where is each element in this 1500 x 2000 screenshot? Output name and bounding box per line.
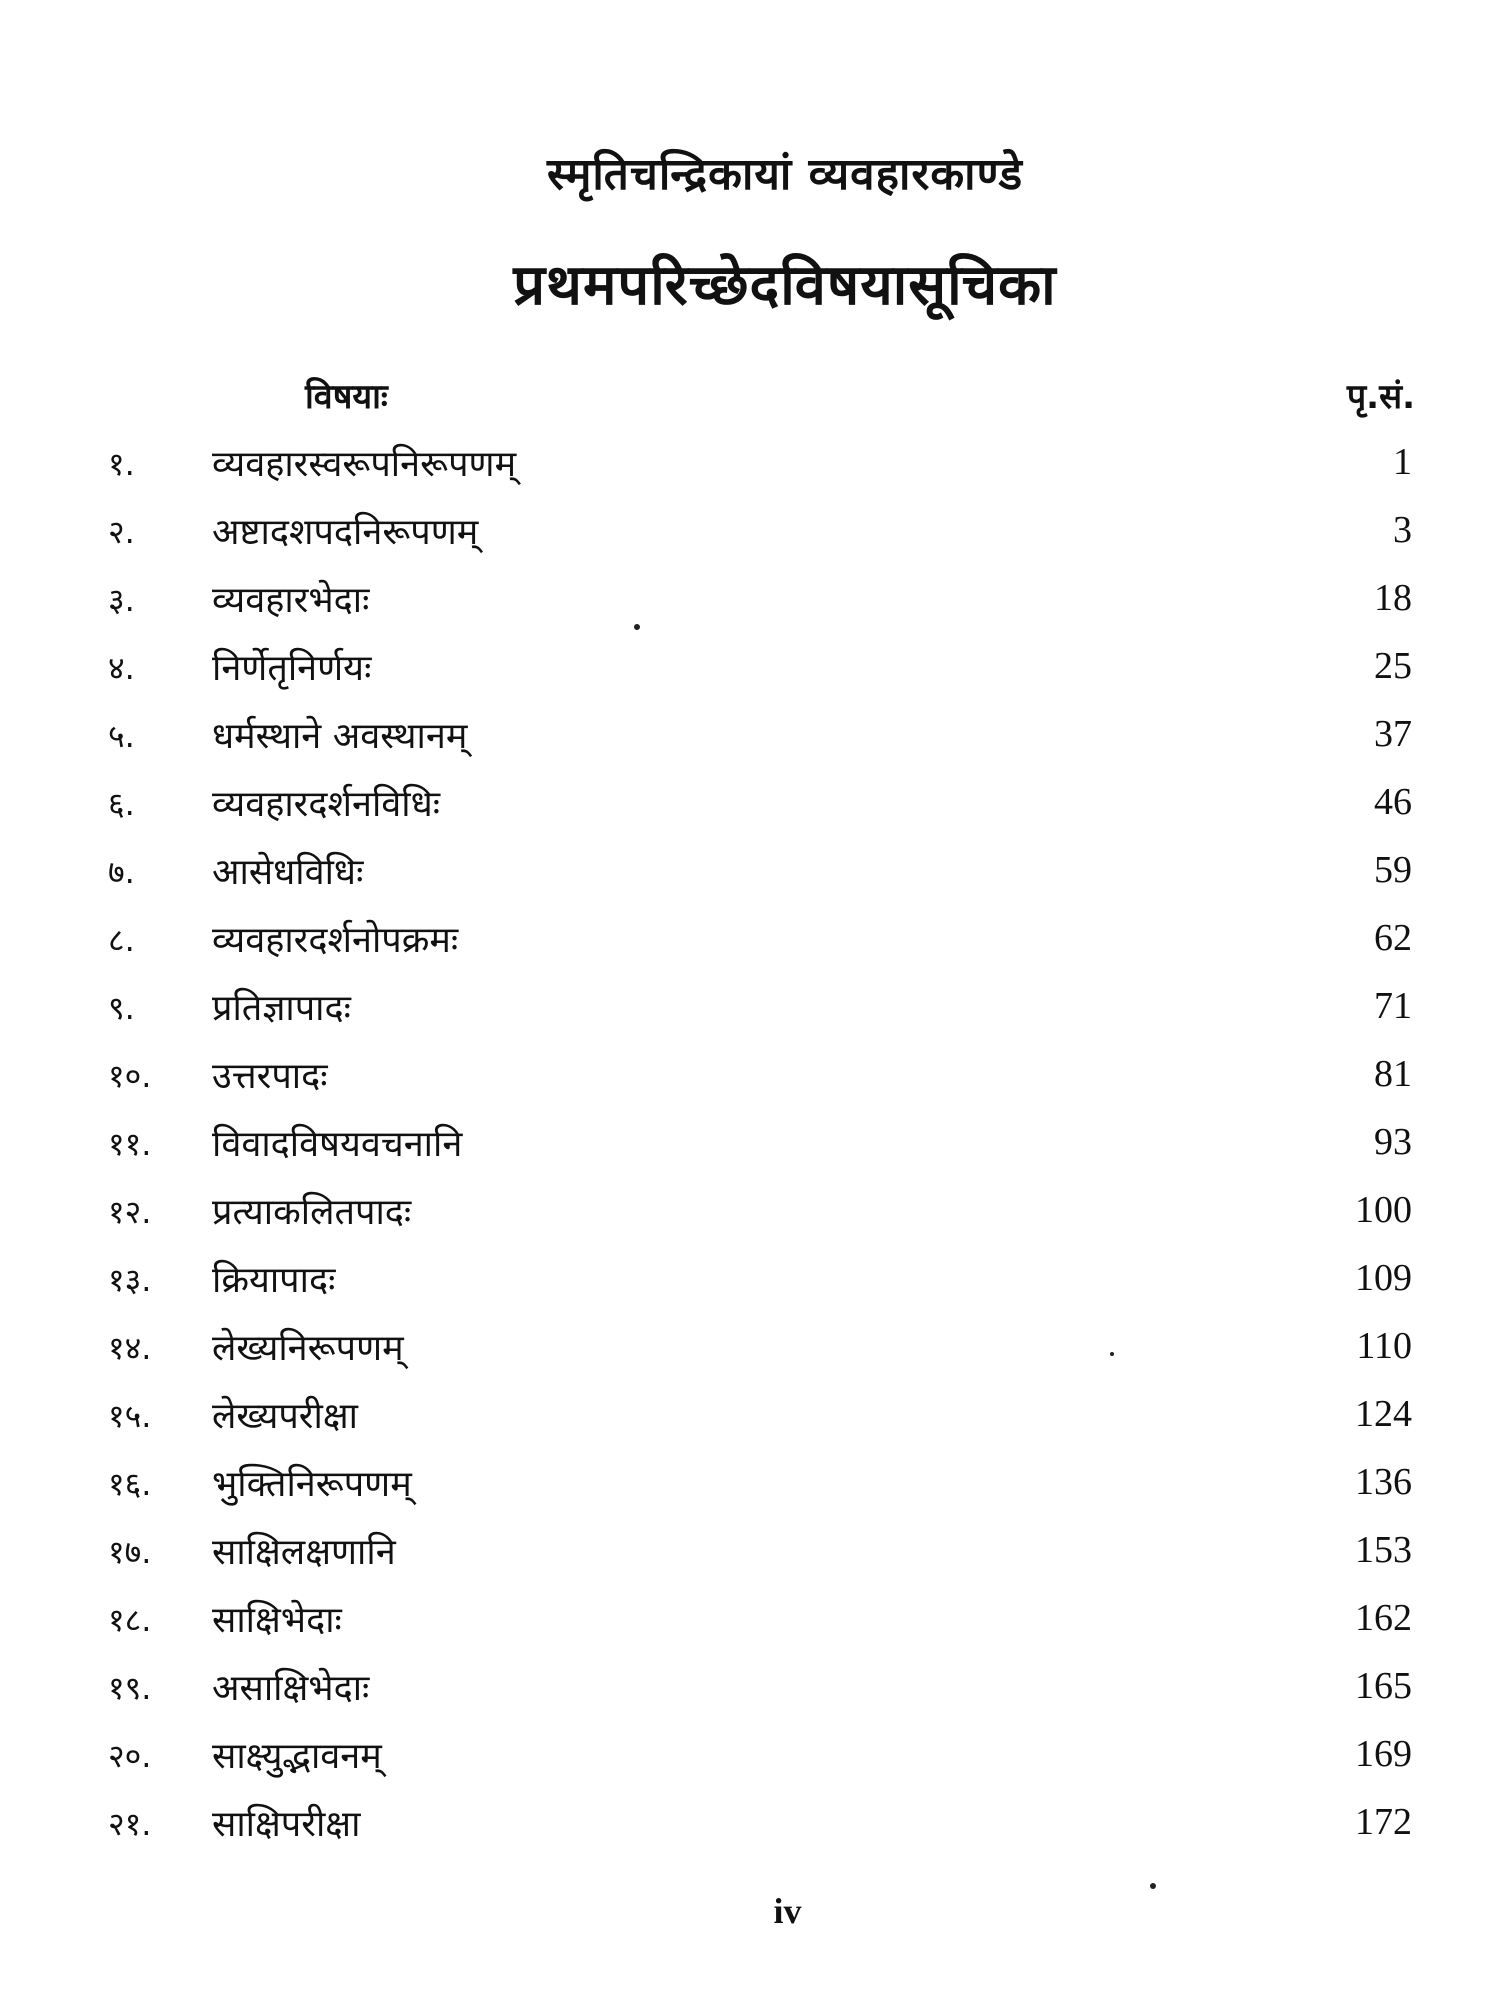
toc-entry-title: प्रत्याकलितपादः bbox=[212, 1192, 412, 1233]
toc-entry bbox=[0, 636, 1500, 704]
toc-entry-number: ११. bbox=[108, 1125, 152, 1163]
toc-entry-title: भुक्तिनिरूपणम् bbox=[212, 1464, 412, 1505]
toc-entry-number: ३. bbox=[108, 581, 135, 619]
toc-entry-number: १०. bbox=[108, 1057, 152, 1095]
toc-entry-title: धर्मस्थाने अवस्थानम् bbox=[212, 716, 468, 757]
toc-entry-page: 37 bbox=[1374, 713, 1412, 755]
toc-entry bbox=[0, 432, 1500, 500]
toc-entry bbox=[0, 1316, 1500, 1384]
toc-entry bbox=[0, 840, 1500, 908]
toc-entry-page: 62 bbox=[1374, 917, 1412, 959]
toc-entry-number: २. bbox=[108, 513, 135, 551]
book-section-title: स्मृतिचन्द्रिकायां व्यवहारकाण्डे bbox=[546, 149, 1024, 200]
toc-entry-number: २१. bbox=[108, 1805, 152, 1843]
print-speck bbox=[634, 624, 640, 630]
toc-entry bbox=[0, 704, 1500, 772]
toc-entry-number: १. bbox=[108, 445, 135, 483]
toc-entry-number: १२. bbox=[108, 1193, 152, 1231]
toc-entry-title: आसेधविधिः bbox=[212, 852, 364, 893]
toc-entry-page: 71 bbox=[1374, 985, 1412, 1027]
toc-entry-page: 153 bbox=[1355, 1529, 1412, 1571]
toc-entry bbox=[0, 1452, 1500, 1520]
toc-entry bbox=[0, 1520, 1500, 1588]
toc-entry-page: 136 bbox=[1355, 1461, 1412, 1503]
toc-entry-page: 109 bbox=[1355, 1257, 1412, 1299]
toc-entry bbox=[0, 772, 1500, 840]
toc-entry-title: साक्षिपरीक्षा bbox=[212, 1804, 361, 1845]
toc-entry-page: 46 bbox=[1374, 781, 1412, 823]
toc-entry-number: १३. bbox=[108, 1261, 152, 1299]
table-of-contents bbox=[0, 432, 1500, 1860]
toc-entry-title: लेख्यनिरूपणम् bbox=[212, 1328, 404, 1369]
toc-entry bbox=[0, 1588, 1500, 1656]
toc-entry-number: ४. bbox=[108, 649, 135, 687]
toc-entry bbox=[0, 1656, 1500, 1724]
toc-entry-page: 59 bbox=[1374, 849, 1412, 891]
toc-entry-title: उत्तरपादः bbox=[212, 1056, 328, 1097]
toc-entry-page: 110 bbox=[1356, 1325, 1412, 1367]
toc-entry-title: विवादविषयवचनानि bbox=[212, 1124, 463, 1165]
toc-entry bbox=[0, 568, 1500, 636]
toc-entry-page: 124 bbox=[1355, 1393, 1412, 1435]
toc-entry-title: साक्षिभेदाः bbox=[212, 1600, 342, 1641]
toc-entry bbox=[0, 1792, 1500, 1860]
toc-entry-page: 25 bbox=[1374, 645, 1412, 687]
toc-entry-page: 81 bbox=[1374, 1053, 1412, 1095]
page-folio: iv bbox=[773, 1891, 802, 1931]
toc-entry-page: 165 bbox=[1355, 1665, 1412, 1707]
toc-entry bbox=[0, 1384, 1500, 1452]
toc-entry-title: असाक्षिभेदाः bbox=[212, 1668, 370, 1709]
toc-entry-title: साक्ष्युद्भावनम् bbox=[212, 1736, 382, 1777]
toc-entry-page: 172 bbox=[1355, 1801, 1412, 1843]
toc-entry-title: व्यवहारभेदाः bbox=[212, 580, 370, 621]
toc-entry-title: क्रियापादः bbox=[212, 1260, 336, 1301]
toc-entry-title: व्यवहारदर्शनोपक्रमः bbox=[212, 920, 459, 961]
toc-entry-number: ५. bbox=[108, 717, 135, 755]
toc-entry bbox=[0, 1724, 1500, 1792]
toc-entry-number: १७. bbox=[108, 1533, 152, 1571]
toc-entry bbox=[0, 500, 1500, 568]
toc-entry-number: १४. bbox=[108, 1329, 152, 1367]
print-speck bbox=[1110, 1352, 1114, 1356]
subject-column-header: विषयाः bbox=[305, 377, 388, 417]
toc-entry-title: लेख्यपरीक्षा bbox=[212, 1396, 358, 1437]
toc-entry-number: १८. bbox=[108, 1601, 152, 1639]
toc-entry-title: प्रतिज्ञापादः bbox=[212, 988, 351, 1029]
chapter-contents-title: प्रथमपरिच्छेदविषयासूचिका bbox=[513, 253, 1057, 318]
toc-entry-number: १५. bbox=[108, 1397, 152, 1435]
toc-entry bbox=[0, 1180, 1500, 1248]
toc-entry-title: अष्टादशपदनिरूपणम् bbox=[212, 512, 479, 553]
toc-entry-number: ९. bbox=[108, 989, 135, 1027]
toc-entry-title: व्यवहारस्वरूपनिरूपणम् bbox=[212, 444, 517, 485]
toc-entry-page: 1 bbox=[1393, 441, 1412, 483]
toc-entry-number: २०. bbox=[108, 1737, 152, 1775]
toc-entry-page: 3 bbox=[1393, 509, 1412, 551]
toc-entry-title: निर्णेतृनिर्णयः bbox=[212, 648, 372, 689]
toc-entry-page: 93 bbox=[1374, 1121, 1412, 1163]
toc-entry-title: साक्षिलक्षणानि bbox=[212, 1532, 396, 1573]
toc-entry-number: ८. bbox=[108, 921, 135, 959]
toc-entry bbox=[0, 1112, 1500, 1180]
toc-entry bbox=[0, 976, 1500, 1044]
toc-entry-page: 18 bbox=[1374, 577, 1412, 619]
toc-entry bbox=[0, 1248, 1500, 1316]
toc-entry bbox=[0, 1044, 1500, 1112]
print-speck bbox=[1150, 1883, 1156, 1889]
toc-entry-number: ७. bbox=[108, 853, 135, 891]
toc-entry-page: 169 bbox=[1355, 1733, 1412, 1775]
toc-entry-number: १९. bbox=[108, 1669, 152, 1707]
page-column-header: पृ.सं. bbox=[1346, 377, 1415, 417]
toc-entry-number: ६. bbox=[108, 785, 135, 823]
toc-entry bbox=[0, 908, 1500, 976]
toc-entry-title: व्यवहारदर्शनविधिः bbox=[212, 784, 441, 825]
toc-entry-page: 100 bbox=[1355, 1189, 1412, 1231]
toc-entry-page: 162 bbox=[1355, 1597, 1412, 1639]
toc-entry-number: १६. bbox=[108, 1465, 152, 1503]
